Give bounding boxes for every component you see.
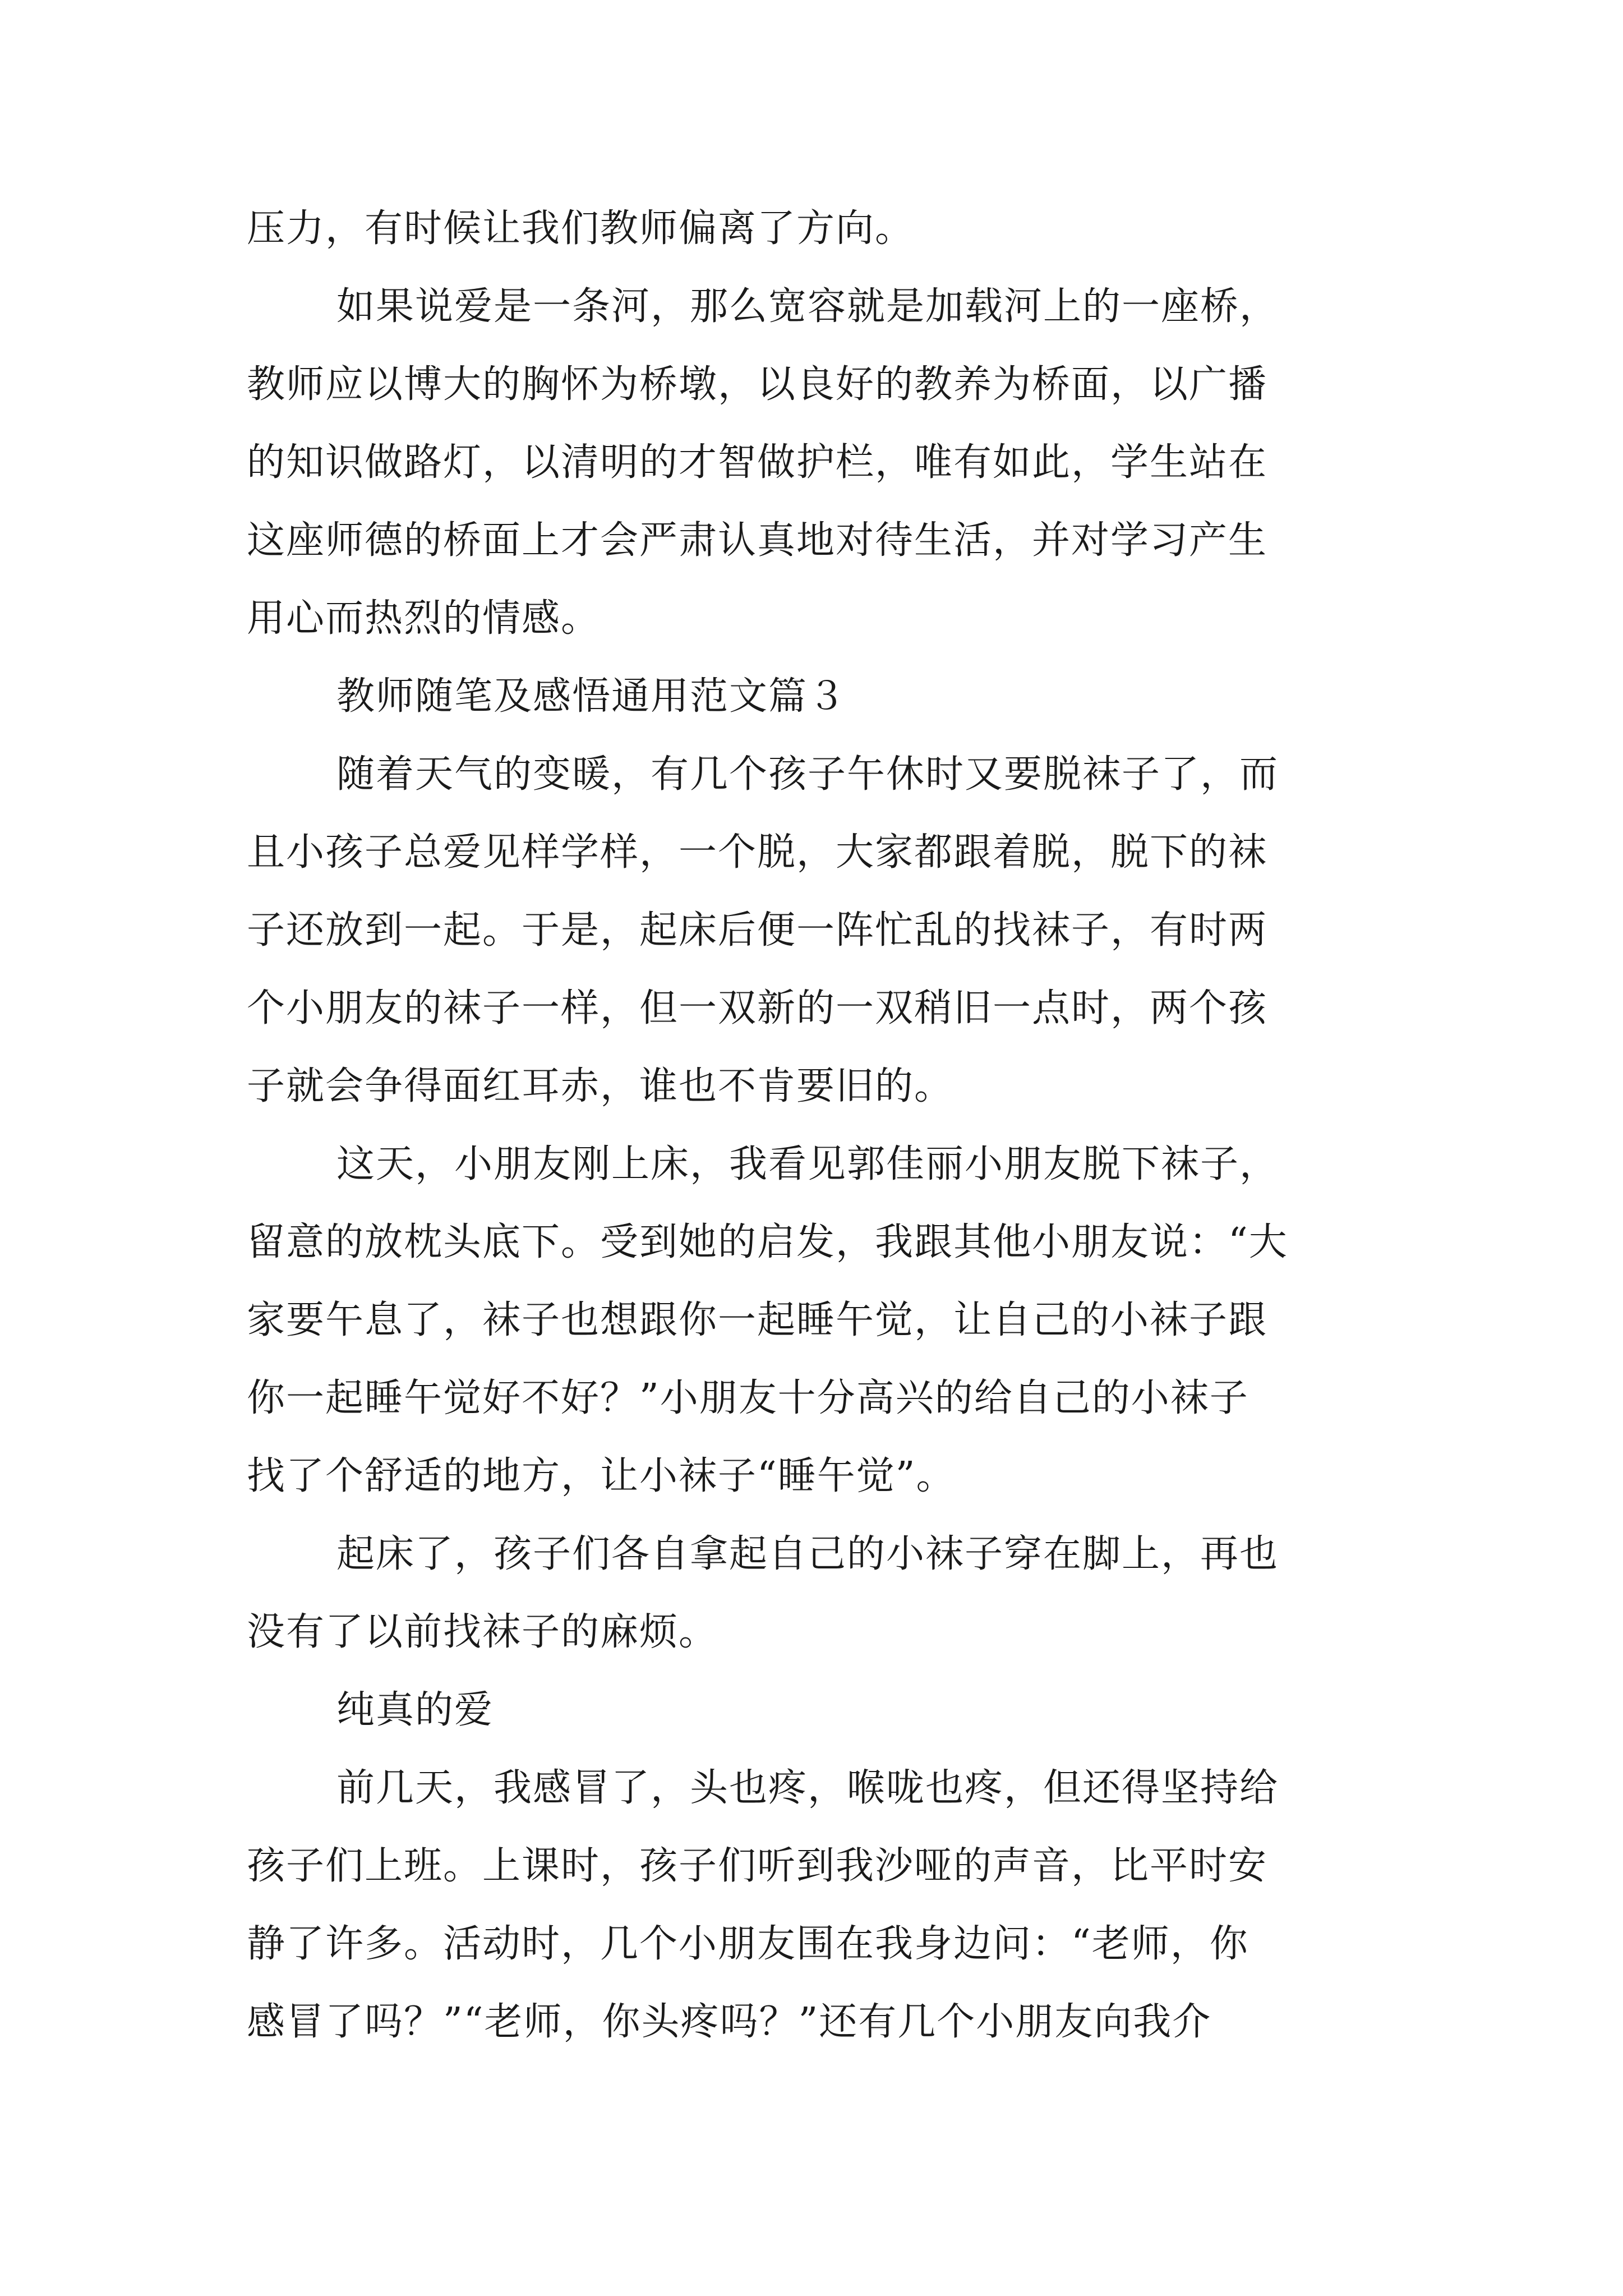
text-line: 压力，有时候让我们教师偏离了方向。 bbox=[247, 206, 915, 251]
text-line: 随着天气的变暖，有几个孩子午休时又要脱袜子了，而 bbox=[336, 752, 1279, 797]
text-line: 没有了以前找袜子的麻烦。 bbox=[247, 1610, 718, 1654]
text-line: 子就会争得面红耳赤，谁也不肯要旧的。 bbox=[247, 1064, 954, 1108]
text-line: 这座师德的桥面上才会严肃认真地对待生活，并对学习产生 bbox=[247, 518, 1268, 563]
document-body bbox=[247, 190, 1391, 2061]
text-line: 用心而热烈的情感。 bbox=[247, 596, 601, 641]
text-line: 家要午息了，袜子也想跟你一起睡午觉，让自己的小袜子跟 bbox=[247, 1298, 1268, 1342]
text-line: 找了个舒适的地方，让小袜子“睡午觉”。 bbox=[247, 1454, 956, 1498]
text-line: 如果说爱是一条河，那么宽容就是加载河上的一座桥， bbox=[336, 284, 1279, 329]
text-line: 前几天，我感冒了，头也疼，喉咙也疼，但还得坚持给 bbox=[336, 1766, 1279, 1810]
text-line: 孩子们上班。上课时，孩子们听到我沙哑的声音，比平时安 bbox=[247, 1844, 1268, 1888]
text-line: 教师应以博大的胸怀为桥墩，以良好的教养为桥面，以广播 bbox=[247, 362, 1268, 407]
text-line: 这天，小朋友刚上床，我看见郭佳丽小朋友脱下袜子， bbox=[336, 1142, 1279, 1186]
text-line: 留意的放枕头底下。受到她的启发，我跟其他小朋友说：“大 bbox=[247, 1220, 1288, 1264]
text-line: 感冒了吗？”“老师，你头疼吗？”还有几个小朋友向我介 bbox=[247, 2000, 1212, 2044]
text-line: 你一起睡午觉好不好？”小朋友十分高兴的给自己的小袜子 bbox=[247, 1376, 1249, 1420]
text-line: 起床了，孩子们各自拿起自己的小袜子穿在脚上，再也 bbox=[336, 1532, 1279, 1576]
text-line: 教师随笔及感悟通用范文篇３ bbox=[336, 674, 847, 719]
text-line: 个小朋友的袜子一样，但一双新的一双稍旧一点时，两个孩 bbox=[247, 986, 1268, 1030]
text-line: 的知识做路灯，以清明的才智做护栏，唯有如此，学生站在 bbox=[247, 440, 1268, 485]
text-line: 且小孩子总爱见样学样，一个脱，大家都跟着脱，脱下的袜 bbox=[247, 830, 1268, 875]
text-line: 子还放到一起。于是，起床后便一阵忙乱的找袜子，有时两 bbox=[247, 908, 1268, 953]
text-line: 静了许多。活动时，几个小朋友围在我身边问：“老师，你 bbox=[247, 1922, 1249, 1966]
text-line: 纯真的爱 bbox=[336, 1688, 494, 1732]
